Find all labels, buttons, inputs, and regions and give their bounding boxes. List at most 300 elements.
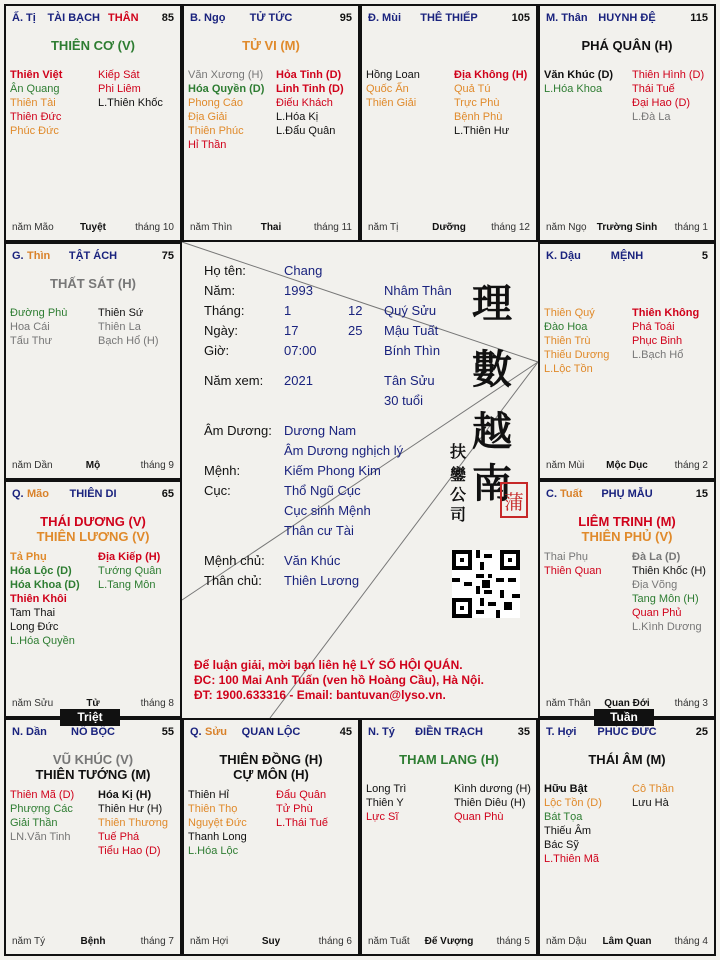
value-cuc-note1: Cục sinh Mệnh [284,503,371,518]
palace-name-text: PHÚC ĐỨC [597,726,657,738]
palace-age: 75 [161,250,174,262]
palace-stage: Thai [260,222,282,233]
value-menh-chu: Văn Khúc [284,553,341,568]
palace-year: năm Tị [368,222,399,233]
calligraphy-small-3: 公 [450,485,467,504]
value-month-can: Quý Sửu [384,303,437,318]
minor-star: Phục Binh [632,335,683,347]
palace-year: năm Mùi [546,460,585,471]
minor-star: L.Hóa Khoa [544,83,603,95]
minor-star: Quả Tú [454,83,491,95]
palace-name-text: HUYNH ĐỆ [598,12,656,24]
palace-name [546,12,708,24]
palace-header [368,12,530,28]
main-star: THIÊN LƯƠNG (V) [36,529,150,544]
main-stars [10,514,176,544]
label-view-year: Năm xem: [204,373,264,388]
palace-name-text: NÔ BỘC [71,726,115,738]
value-day-lunar: 25 [348,323,363,338]
value-amduong: Dương Nam [284,423,357,438]
palace-header [368,726,530,742]
palace-stage: Quan Đới [604,698,650,709]
value-hour-can: Bính Thìn [384,343,441,358]
palace-month: tháng 10 [135,222,174,233]
palace-stage: Dưỡng [432,222,466,233]
minor-star: Thiên Tài [10,97,56,109]
palace-name-text: QUAN LỘC [241,726,301,738]
minor-star: L.Hóa Quyền [10,635,75,647]
label-cuc: Cục: [204,483,231,498]
minor-stars-left [544,306,609,376]
palace-name-text: THÊ THIẾP [420,12,478,24]
palace-name [368,726,530,738]
palace-year: năm Tuất [368,936,410,947]
palace-cell-mui[interactable] [360,4,538,242]
minor-star: Thiên Hư (H) [98,803,163,815]
palace-stage: Mộ [85,460,101,471]
palace-cell-dau[interactable] [538,242,716,480]
palace-age: 5 [701,250,708,262]
minor-star: L.Đà La [632,111,671,123]
palace-age: 65 [161,488,174,500]
minor-star: L.Tang Môn [98,579,156,591]
minor-star: Cô Thần [632,783,674,795]
minor-star: Hóa Kị (H) [98,789,152,801]
main-star: THIÊN ĐỒNG (H) [219,752,323,767]
center-panel [182,242,538,718]
palace-cell-hoi[interactable] [538,718,716,956]
palace-name [546,726,708,738]
tuan-badge: Tuần [594,709,654,726]
value-hour: 07:00 [284,343,317,358]
minor-star: Hỉ Thần [188,139,227,151]
palace-year: năm Dần [12,460,53,471]
minor-stars-right [98,788,168,858]
palace-month: tháng 2 [674,460,708,471]
minor-star: L.Hóa Kị [276,111,319,123]
contact-line-1: Để luận giải, mời bạn liên hệ LÝ SỐ HỘI QUÁN. [194,658,463,672]
minor-star: Tấu Thư [10,335,53,347]
palace-cell-tyy[interactable] [360,718,538,956]
minor-star: Văn Xương (H) [188,69,264,81]
palace-position: M. Thân [546,12,588,24]
palace-age: 105 [511,12,530,24]
minor-star: Ân Quang [10,83,60,95]
minor-star: Thiên Đức [10,111,62,123]
label-than-chu: Thân chủ: [204,573,262,588]
palace-cell-dan[interactable] [4,718,182,956]
palace-stage: Bệnh [80,936,106,947]
palace-header [12,726,174,742]
minor-stars-left [188,788,247,858]
minor-stars-left [366,68,420,110]
minor-star: Bệnh Phù [454,111,503,123]
palace-age: 25 [695,726,708,738]
main-stars [10,752,176,782]
minor-star: Phượng Các [10,803,73,815]
palace-name-text: MỆNH [610,250,644,262]
palace-footer [12,222,174,236]
palace-year: năm Thân [546,698,591,709]
palace-year: năm Mão [12,222,54,233]
minor-star: Thái Tuế [632,83,675,95]
minor-star: Tướng Quân [98,565,162,577]
minor-star: Hóa Quyền (D) [188,83,265,95]
palace-position: C. [546,488,557,500]
palace-stage: Trường Sinh [596,222,658,233]
palace-footer [546,936,708,950]
value-age: 30 tuổi [384,393,424,408]
palace-month: tháng 6 [318,936,352,947]
value-year: 1993 [284,283,313,298]
minor-stars-right [454,68,527,138]
minor-star: Hỏa Tinh (D) [276,69,342,81]
palace-month: tháng 4 [674,936,708,947]
palace-cell-ty[interactable] [4,4,182,242]
minor-star: Địa Không (H) [454,69,528,81]
calligraphy-char-2: 數 [472,346,512,393]
palace-extra-tag: THÂN [108,12,139,24]
palace-branch: Mão [27,488,49,500]
palace-name [190,726,352,738]
minor-star: Hóa Lộc (D) [10,565,72,577]
main-stars [366,752,532,767]
main-stars [544,38,710,53]
main-star: THẤT SÁT (H) [50,276,136,291]
main-star: THIÊN TƯỚNG (M) [35,767,151,782]
palace-position: Đ. Mùi [368,12,401,24]
minor-stars-right [276,788,328,830]
palace-name-text: THIÊN DI [69,488,117,500]
palace-header [190,726,352,742]
minor-star: L.Bạch Hổ [632,349,684,361]
minor-star: Phá Toái [632,321,675,333]
palace-month: tháng 1 [674,222,708,233]
palace-year: năm Tý [12,936,46,947]
label-year: Năm: [204,283,236,298]
minor-star: Hữu Bật [544,783,588,795]
minor-star: Kiếp Sát [98,69,140,81]
minor-star: Địa Kiếp (H) [98,551,161,563]
minor-star: Thiên Y [366,797,404,809]
minor-star: Thiên Diêu (H) [454,797,526,809]
main-star: THÁI ÂM (M) [588,752,666,767]
palace-name-text: TÀI BẠCH [47,12,100,24]
minor-stars-right [98,68,163,110]
minor-star: Thiên Mã (D) [10,789,75,801]
minor-star: Trực Phù [454,97,500,109]
palace-position: Ấ. Tị [12,12,36,24]
palace-name [12,726,174,738]
palace-stage: Tử [86,698,100,709]
minor-star: Tử Phù [276,803,313,815]
minor-stars-left [544,550,601,578]
contact-line-2: ĐC: 100 Mai Anh Tuấn (ven hồ Hoàng Cầu), Hà Nội. [194,673,485,687]
main-star: THÁI DƯƠNG (V) [40,514,146,529]
minor-stars-right [632,550,706,634]
minor-star: Thiên Phúc [188,125,244,137]
calligraphy-char-4: 南 [472,460,512,507]
palace-stage: Tuyệt [80,222,106,233]
palace-header [12,488,174,504]
minor-star: Đường Phù [10,307,68,319]
value-view-year: 2021 [284,373,313,388]
palace-cell-than[interactable] [538,4,716,242]
palace-footer [368,222,530,236]
minor-star: Hóa Khoa (D) [10,579,80,591]
minor-star: Thiếu Âm [544,825,592,837]
value-cuc-note2: Thân cư Tài [284,523,354,538]
minor-star: Thiên Quý [544,307,595,319]
value-month: 1 [284,303,292,318]
palace-position: N. Tý [368,726,395,738]
minor-star: Đại Hao (D) [632,97,691,109]
minor-star: Long Đức [10,621,59,633]
contact-line-3: ĐT: 1900.633316 - Email: bantuvan@lyso.vn. [194,688,446,702]
minor-star: Long Trì [366,783,407,795]
minor-star: Thiên Không [632,307,700,319]
minor-stars-left [188,68,264,152]
palace-stage: Mộc Dục [606,460,648,471]
main-star: LIÊM TRINH (M) [578,514,676,529]
minor-stars-left [10,788,74,844]
qr-code-icon [452,550,520,618]
minor-star: Lưu Hà [632,797,669,809]
label-amduong: Âm Dương: [204,423,272,438]
minor-star: Phúc Đức [10,125,59,137]
minor-star: Đào Hoa [544,321,588,333]
minor-star: Địa Giải [188,111,228,123]
palace-name [368,12,530,24]
triet-badge: Triệt [60,709,120,726]
minor-star: L.Đẩu Quân [276,125,336,137]
palace-name [546,250,708,262]
palace-cell-suu[interactable] [182,718,360,956]
minor-star: Thiên Hình (D) [632,69,705,81]
minor-stars-left [10,306,67,348]
palace-month: tháng 3 [674,698,708,709]
minor-stars-right [276,68,344,138]
palace-year: năm Sửu [12,698,54,709]
palace-position: K. Dậu [546,250,581,262]
value-view-can: Tân Sửu [384,373,435,388]
minor-stars-left [544,68,613,96]
palace-cell-thin[interactable] [4,242,182,480]
value-month-lunar: 12 [348,303,363,318]
main-stars [10,276,176,291]
minor-star: Tang Môn (H) [632,593,699,605]
minor-star: Quan Phù [454,811,504,823]
minor-stars-right [454,782,531,824]
minor-star: Đẩu Quân [276,789,327,801]
minor-star: Quan Phủ [632,607,682,619]
minor-star: Thiếu Dương [544,349,610,361]
palace-header [546,250,708,266]
minor-star: Văn Khúc (D) [544,69,614,81]
palace-footer [12,936,174,950]
minor-star: L.Thiên Khốc [98,97,163,109]
minor-star: L.Hóa Lộc [188,845,239,857]
main-star: THIÊN PHỦ (V) [581,529,673,544]
minor-star: Bát Tọa [544,811,583,823]
palace-year: năm Thìn [190,222,233,233]
palace-year: năm Hợi [190,936,229,947]
palace-footer [546,460,708,474]
palace-footer [190,936,352,950]
minor-stars-left [366,782,406,824]
calligraphy-small-4: 司 [450,505,467,524]
minor-star: Tả Phụ [10,551,47,563]
palace-position: G. [12,250,24,262]
palace-branch: Tuất [560,488,583,500]
red-seal: 蒲 [500,482,528,518]
minor-stars-right [632,68,704,124]
palace-branch: Sửu [205,726,228,738]
minor-star: Thiên Khốc (H) [632,565,706,577]
main-star: THAM LANG (H) [399,752,499,767]
minor-star: L.Kình Dương [632,621,702,633]
palace-name-text: TẬT ÁCH [68,250,118,262]
minor-star: Giải Thần [10,817,58,829]
palace-header [12,12,174,28]
minor-star: Phi Liêm [98,83,141,95]
palace-position: B. Ngọ [190,12,226,24]
label-hour: Giờ: [204,343,230,358]
palace-year: năm Dậu [546,936,587,947]
palace-name-text: ĐIỀN TRẠCH [415,726,483,738]
main-star: PHÁ QUÂN (H) [581,38,673,53]
minor-star: Nguyệt Đức [188,817,247,829]
palace-cell-ngo[interactable] [182,4,360,242]
minor-star: Hoa Cái [10,321,50,333]
palace-position: Q. [12,488,24,500]
minor-star: LN.Văn Tinh [10,831,71,843]
label-day: Ngày: [204,323,238,338]
minor-stars-right [632,782,674,810]
minor-star: Điếu Khách [276,97,333,109]
main-star: THIÊN CƠ (V) [50,38,136,53]
minor-star: Tam Thai [10,607,56,619]
main-stars [544,514,710,544]
minor-star: L.Lộc Tồn [544,363,593,375]
minor-star: L.Thái Tuế [276,817,328,829]
main-stars [10,38,176,53]
minor-star: Thiên Hỉ [188,789,229,801]
palace-name [12,488,174,500]
minor-star: Quốc Ấn [366,83,409,95]
palace-age: 45 [339,726,352,738]
minor-star: Thiên Thọ [188,803,238,815]
palace-header [546,726,708,742]
palace-name-text: TỬ TỨC [249,12,293,24]
value-day: 17 [284,323,299,338]
minor-star: Thiên Quan [544,565,602,577]
minor-stars-left [544,782,602,866]
minor-star: Bạch Hổ (H) [98,335,159,347]
palace-stage: Đế Vượng [424,936,474,947]
palace-cell-mao[interactable] [4,480,182,718]
palace-name-text: PHỤ MẪU [601,488,653,500]
palace-branch: Thìn [27,250,51,262]
minor-star: Thiên Việt [10,69,63,81]
minor-stars-left [10,550,80,648]
palace-month: tháng 12 [491,222,530,233]
minor-star: Địa Võng [632,579,678,591]
minor-star: Thanh Long [188,831,247,843]
minor-star: Linh Tinh (D) [276,83,344,95]
palace-year: năm Ngọ [546,222,587,233]
minor-star: Thiên Giải [366,97,417,109]
minor-star: Lực Sĩ [366,811,399,823]
palace-position: T. Hợi [546,726,577,738]
minor-stars-left [10,68,62,138]
palace-header [546,12,708,28]
minor-star: Thiên Thương [98,817,169,829]
palace-cell-tuat[interactable] [538,480,716,718]
contact-info [194,658,526,703]
value-menh: Kiếm Phong Kim [284,463,381,478]
palace-age: 85 [161,12,174,24]
palace-name [190,12,352,24]
palace-age: 55 [161,726,174,738]
palace-age: 95 [339,12,352,24]
palace-footer [12,460,174,474]
minor-star: Phong Cáo [188,97,244,109]
value-amduong-note: Âm Dương nghịch lý [284,443,404,458]
main-stars [188,752,354,782]
palace-footer [546,222,708,236]
minor-star: Thiên Trù [544,335,591,347]
minor-star: Thiên Khôi [10,593,67,605]
minor-star: Đà La (D) [632,551,681,563]
minor-stars-right [98,306,159,348]
palace-stage: Suy [261,936,281,947]
value-than-chu: Thiên Lương [284,573,360,588]
palace-month: tháng 11 [313,222,352,233]
palace-age: 15 [695,488,708,500]
minor-star: Tiểu Hao (D) [98,845,161,857]
palace-month: tháng 9 [140,460,174,471]
palace-month: tháng 7 [140,936,174,947]
main-star: VŨ KHÚC (V) [52,752,134,767]
main-stars [544,752,710,767]
calligraphy-char-1: 理 [472,280,512,327]
minor-stars-right [98,550,162,592]
palace-header [546,488,708,504]
palace-position: Q. [190,726,202,738]
palace-header [190,12,352,28]
minor-star: Thiên Sứ [98,307,144,319]
label-menh: Mệnh: [204,463,241,478]
palace-header [12,250,174,266]
palace-name [546,488,708,500]
main-star: CỰ MÔN (H) [233,767,309,782]
palace-age: 35 [517,726,530,738]
palace-age: 115 [690,12,708,24]
minor-star: Thai Phụ [544,551,589,563]
main-star: TỬ VI (M) [242,38,300,53]
value-day-can: Mậu Tuất [384,323,439,338]
palace-position: N. Dần [12,726,47,738]
palace-footer [190,222,352,236]
minor-star: Lộc Tồn (D) [544,797,602,809]
label-name: Họ tên: [204,263,246,278]
label-menh-chu: Mệnh chủ: [204,553,265,568]
palace-stage: Lâm Quan [602,936,652,947]
main-stars [188,38,354,53]
value-cuc: Thổ Ngũ Cục [284,483,361,498]
label-month: Tháng: [204,303,245,318]
